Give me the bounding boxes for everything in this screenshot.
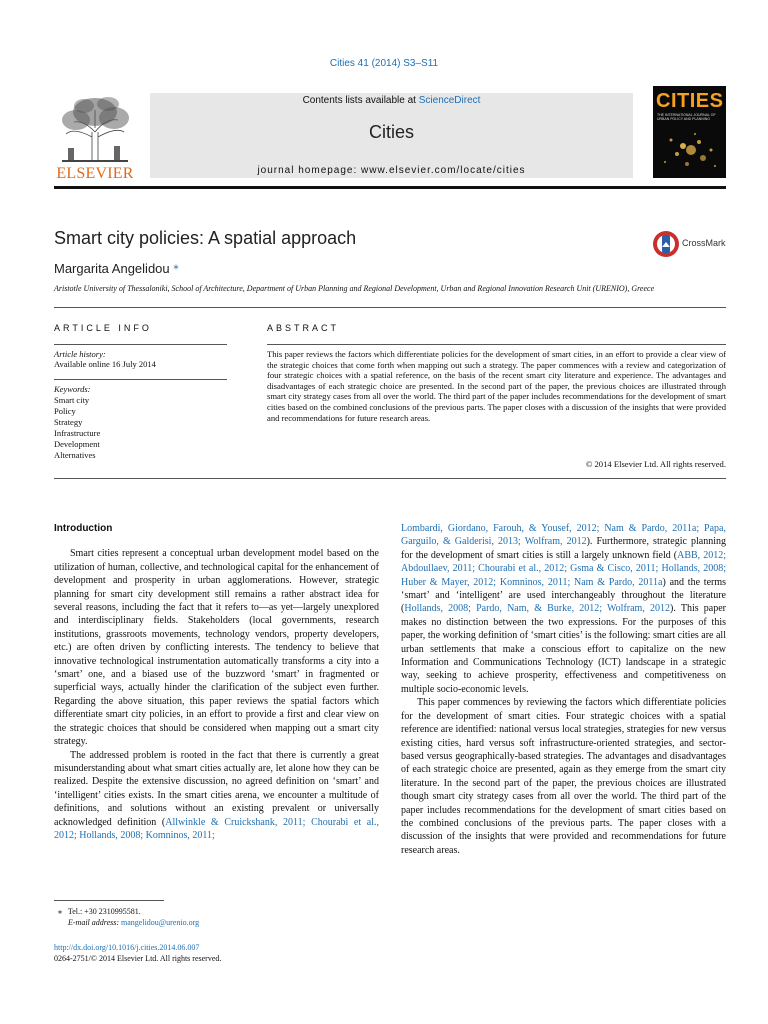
keywords-list [54,395,100,461]
article-footer [54,942,221,964]
paragraph-text: ). This paper makes no distinction between the two expressions. For the purposes of this paper, the working definition of ‘smart cities’ is the following: smart cities are all urban settlements that make a conscious effort to capitalize on the new Information and Communications Technology (ICT) landscape in a strategic way, seeking to achieve prosperity, effectiveness and competitiveness on multiple socio-economic levels. [401,603,727,695]
paragraph-text: ). Furthermore, strategic planning for the development of smart cities is still a largely unknown field ( [401,536,726,561]
citation-links[interactable]: Hollands, 2008; Pardo, Nam, & Burke, 2012; Wolfram, 2012 [404,603,671,615]
body-paragraph: Smart cities represent a conceptual urban development model based on the utilization of human, collective, and technological capital for the enhancement of development and prosperity in urban agglomerations. However, strategic planning for smart city development still remains a rather abstract idea for several reasons, including the fact that it refers to—as yet—largely unexplored and interdisciplinary fields. Stakeholders (local governments, research institutions, grassroots movements, technology vendors, property developers, etc.) are often driven by conflicting interests. The tendency to believe that innovative technological instrumentation automatically transforms a city into a ‘smart’ one, and a biased use of the buzzword ‘smart’ in fragmented or superficial ways, actually hinder the clarification of the subject even further. Regarding the above situation, this paper reviews the spatial factors which differentiate smart city policies, in an effort to provide a first and clear view on the strategic choices that should be considered when mapping out a smart city strategy. [54,548,379,748]
section-heading-introduction: Introduction [54,523,113,534]
elsevier-wordmark: ELSEVIER [56,165,134,182]
footnote-email-label: E-mail address: [68,918,122,927]
footnote-tel: Tel.: +30 2310995581. [67,907,141,916]
contents-available-line [150,95,633,106]
keyword-item: Infrastructure [54,428,101,438]
body-column-left [54,522,379,842]
keyword-item: Policy [54,406,76,416]
body-column-right [401,522,726,857]
keyword-item: Development [54,439,100,449]
author-affiliation: Aristotle University of Thessaloniki, School of Architecture, Department of Urban Planning and Regional Development, Urban and Regional Innovation Research Unit (URENIO), Greece [54,284,655,293]
journal-name: Cities [368,122,414,142]
body-paragraph [54,749,379,843]
abstract-copyright: © 2014 Elsevier Ltd. All rights reserved. [585,459,726,469]
citation-links[interactable]: ABB, 2012; Abdoullaev, 2011; Chourabi et al., 2012; Gsma & Cisco, 2011; Hollands, 2008; Huber & Mayer, 2012; Komninos, 2011; Nam & Pardo, 2011a [401,549,726,588]
citation-links[interactable]: Allwinkle & Cruickshank, 2011; Chourabi et al., 2012; Hollands, 2008; Komninos, 2011; [54,816,379,841]
keyword-item: Alternatives [54,450,96,460]
citation-links[interactable]: Lombardi, Giordano, Farouh, & Yousef, 2012; Nam & Pardo, 2011a; Papa, Garguilo, & Galderisi, 2013; Wolfram, 2012 [401,523,726,548]
abstract-divider [54,478,726,479]
sciencedirect-link[interactable]: ScienceDirect [418,95,481,106]
abstract-text: This paper reviews the factors which differentiate policies for the development of smart cities, in an effort to provide a clear view of the strategic choices that come forth when mapping out such a strategy. The paper commences with a review and categorization of four strategic choices with a spatial reference, on the basis of the recent smart city literature and experience. The advantages and disadvantages of each strategic choice are presented. In the second part of the paper, the previous choices are illustrated through smart city strategy cases from all over the world. The third part of the paper includes recommendations for the development of smart cities based on the combined conclusions of the previous parts. The paper closes with a discussion of the insights that were provided and recommendations for future research areas. [267,349,726,423]
crossmark-label: CrossMark [682,238,726,248]
paragraph-text: ) and the terms ‘smart’ and ‘intelligent’ are used interchangeably throughout the literature ( [401,576,727,615]
title-divider [54,307,726,308]
author-footnote-marker[interactable]: ⁎ [173,260,179,272]
author-name [54,259,179,276]
body-paragraph: This paper commences by reviewing the factors which differentiate policies for the development of smart cities. Four strategic choices with a spatial reference are identified: national versus local strategies, strategies for new versus existing cities, hard versus soft infrastructure-oriented strategies, and sector-based versus geographically-based strategies. The advantages and disadvantages of each strategic choice are presented, again as they emerge from the smart city literature. In the second part of the paper, the previous choices are illustrated though smart city strategy cases from all over the world. The third part of the paper includes recommendations for the development of smart cities based on the combined conclusions of the previous parts. The paper closes with a discussion of the insights that were provided and recommendations for future research areas. [401,697,726,856]
article-info-heading: ARTICLE INFO [54,323,152,333]
keyword-item: Smart city [54,395,90,405]
keyword-item: Strategy [54,417,83,427]
author-footnote [54,906,199,928]
journal-homepage-link[interactable]: journal homepage: www.elsevier.com/locate/cities [257,165,526,176]
keywords-rule [54,379,227,380]
paper-title: Smart city policies: A spatial approach [54,228,357,248]
header-divider [54,186,726,189]
cover-subtitle: THE INTERNATIONAL JOURNAL OF URBAN POLICY AND PLANNING [657,113,716,121]
cover-city-lights-graphic [653,124,726,178]
journal-cover-image [653,86,726,178]
author-email-link[interactable]: mangelidou@urenio.org [121,918,200,927]
doi-link[interactable]: http://dx.doi.org/10.1016/j.cities.2014.06.007 [54,943,200,952]
body-paragraph [401,522,726,696]
abstract-rule [267,344,726,345]
article-history-value: Available online 16 July 2014 [54,359,156,369]
journal-citation[interactable]: Cities 41 (2014) S3–S11 [329,58,439,69]
article-history-label: Article history: [54,349,106,359]
abstract-heading: ABSTRACT [267,323,340,333]
issn-copyright: 0264-2751/© 2014 Elsevier Ltd. All rights reserved. [54,954,222,963]
crossmark-badge[interactable] [652,230,726,258]
article-info-rule [54,344,227,345]
cover-title: CITIES [656,90,724,112]
footnote-rule [54,900,164,901]
contents-prefix: Contents lists available at [302,95,419,106]
paragraph-text: The addressed problem is rooted in the fact that there is currently a great misunderstanding about what smart cities actually are, let alone how they can be realized. Despite the extensive discussion, no agreed definition on ‘smart’ and ‘intelligent’ cities exists. In the smart cities arena, we encounter a multitude of definitions, and solutions without an existing prevalent or universally acknowledged definition ( [54,749,379,828]
author-name-text: Margarita Angelidou [54,261,170,276]
footnote-marker: ⁎ [58,907,62,916]
keywords-label: Keywords: [54,384,91,394]
